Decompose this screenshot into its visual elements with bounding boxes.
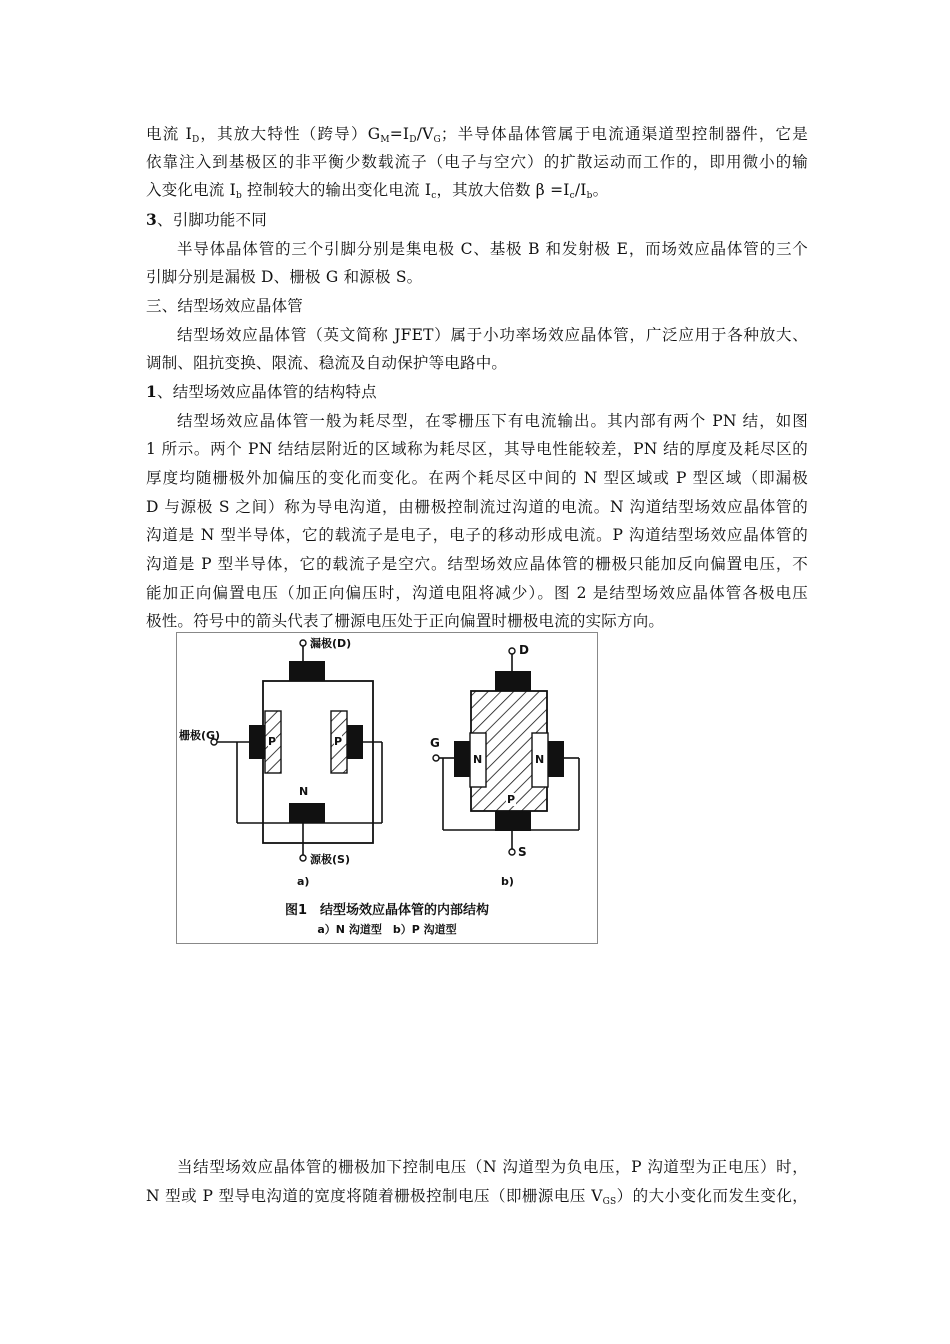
section-heading: 1、结型场效应晶体管的结构特点 <box>146 382 377 401</box>
drain-label: 漏极(D) <box>310 637 352 650</box>
paragraph-line: 结型场效应晶体管一般为耗尽型，在零栅压下有电流输出。其内部有两个 PN 结，如图 <box>177 412 808 430</box>
p-region-label: P <box>334 735 343 748</box>
source-contact <box>495 811 531 831</box>
paragraph-line: 依靠注入到基极区的非平衡少数载流子（电子与空穴）的扩散运动而工作的，即用微小的输 <box>146 153 808 171</box>
paragraph-line: 沟道是 N 型半导体，它的载流子是电子，电子的移动形成电流。P 沟道结型场效应晶体管的 <box>146 526 808 544</box>
source-contact <box>289 803 325 823</box>
gate-contact-left <box>249 725 265 759</box>
gate-terminal <box>433 755 439 761</box>
figure-jfet-structure <box>176 632 598 944</box>
paragraph-line: 极性。符号中的箭头代表了栅源电压处于正向偏置时栅极电流的实际方向。 <box>146 612 665 630</box>
source-label: 源极(S) <box>310 853 350 866</box>
drain-terminal <box>509 648 515 654</box>
paragraph-line: 能加正向偏置电压（加正向偏压时，沟道电阻将减少）。图 2 是结型场效应晶体管各极电压 <box>146 584 808 602</box>
section-heading: 3、引脚功能不同 <box>146 210 267 229</box>
source-terminal <box>509 849 515 855</box>
paragraph-line: 半导体晶体管的三个引脚分别是集电极 C、基极 B 和发射极 E，而场效应晶体管的三个 <box>177 240 808 258</box>
paragraph-line: N 型或 P 型导电沟道的宽度将随着栅极控制电压（即栅源电压 $V_{GS}$）的大小变化而发生变化， <box>146 1187 809 1207</box>
n-region-label: N <box>535 753 545 766</box>
paragraph-line: 入变化电流 $I_b$ 控制较大的输出变化电流 $I_c$，其放大倍数 $\beta =I_c/I_b$。 <box>146 181 609 201</box>
drain-label: D <box>519 643 529 657</box>
n-region-label: N <box>473 753 483 766</box>
paragraph-line: 电流 $I_D$，其放大特性（跨导）$G_M=I_D/V_G$；半导体晶体管属于电流通渠道型控制器件，它是 <box>146 125 808 145</box>
gate-contact-right <box>548 741 564 777</box>
n-channel-structure <box>211 640 382 861</box>
paragraph-line: 厚度均随栅极外加偏压的变化而变化。在两个耗尽区中间的 N 型区域或 P 型区域（即漏极 <box>146 469 808 487</box>
jfet-structure-diagram <box>177 633 597 943</box>
paragraph-line: 调制、阻抗变换、限流、稳流及自动保护等电路中。 <box>146 354 508 372</box>
subfigure-b-label: b) <box>501 875 514 888</box>
paragraph-line: 沟道是 P 型半导体，它的载流子是空穴。结型场效应晶体管的栅极只能加反向偏置电压，不 <box>146 555 808 573</box>
figure-caption: 图1 结型场效应晶体管的内部结构 <box>284 903 490 918</box>
drain-terminal <box>300 640 306 646</box>
drain-contact <box>495 671 531 691</box>
subfigure-a-label: a) <box>297 875 310 888</box>
paragraph-line: D 与源极 S 之间）称为导电沟道，由栅极控制流过沟道的电流。N 沟道结型场效应晶体管的 <box>146 498 808 516</box>
n-channel-label: N <box>299 785 309 798</box>
paragraph-line: 1 所示。两个 PN 结结层附近的区域称为耗尽区，其导电性能较差，PN 结的厚度及耗尽区的 <box>146 440 808 458</box>
source-label: S <box>518 845 527 859</box>
source-terminal <box>300 855 306 861</box>
paragraph-line: 引脚分别是漏极 D、栅极 G 和源极 S。 <box>146 268 423 286</box>
paragraph-line: 结型场效应晶体管（英文简称 JFET）属于小功率场效应晶体管，广泛应用于各种放大、 <box>177 326 808 344</box>
gate-label: 栅极(G) <box>179 729 221 742</box>
gate-contact-left <box>454 741 470 777</box>
p-channel-label: P <box>507 793 516 806</box>
p-channel-structure <box>433 648 579 855</box>
drain-contact <box>289 661 325 681</box>
figure-subcaption: a）N 沟道型 b）P 沟道型 <box>317 923 457 936</box>
section-heading: 三、结型场效应晶体管 <box>146 297 304 315</box>
p-region-label: P <box>268 735 277 748</box>
gate-label: G <box>430 736 440 750</box>
paragraph-line: 当结型场效应晶体管的栅极加下控制电压（N 沟道型为负电压，P 沟道型为正电压）时， <box>177 1158 808 1176</box>
gate-contact-right <box>347 725 363 759</box>
